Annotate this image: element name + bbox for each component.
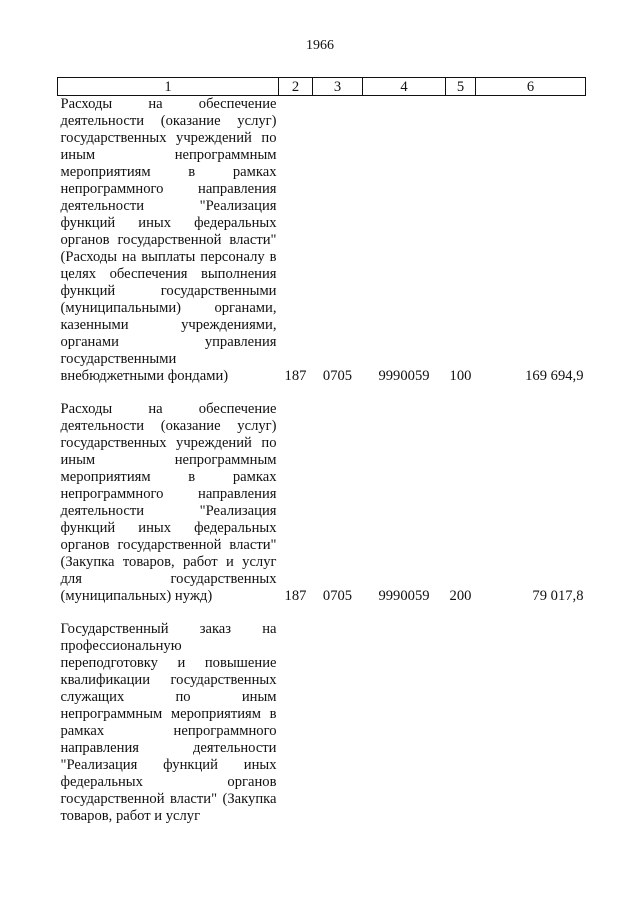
- column-header-2: 2: [279, 78, 313, 96]
- column-header-5: 5: [446, 78, 476, 96]
- row-expense-type-code: [446, 621, 476, 825]
- table-row: [58, 621, 586, 825]
- row-section-code: [313, 621, 363, 825]
- row-amount: [476, 621, 586, 825]
- budget-table: [57, 77, 586, 825]
- row-ministry-code: [279, 621, 313, 825]
- table-header-row: [58, 78, 586, 96]
- table-row: [58, 401, 586, 605]
- row-section-code: 0705: [322, 588, 353, 604]
- row-target-code: 9990059: [378, 588, 430, 604]
- column-header-6: 6: [476, 78, 586, 96]
- row-amount: 79 017,8: [532, 588, 584, 604]
- row-amount: 169 694,9: [525, 368, 584, 384]
- row-description: Расходы на обеспечение деятельности (оказание услуг) государственных учреждений по иным непрограммным мероприятиям в рамках непрограммного направления деятельности "Реализация функций иных федеральных органов государственной власти" (Закупка товаров, работ и услуг для государственных (муниципальных) нужд): [60, 401, 277, 604]
- row-section-code: 0705: [322, 368, 353, 384]
- column-header-4: 4: [363, 78, 446, 96]
- row-target-code: [363, 621, 446, 825]
- row-ministry-code: 187: [284, 368, 307, 384]
- row-ministry-code: 187: [284, 588, 307, 604]
- row-description: Государственный заказ на профессиональную переподготовку и повышение квалификации государственных служащих по иным непрограммным мероприятиям в рамках непрограммного направления деятельности "Реализация функций иных федеральных органов государственной власти" (Закупка товаров, работ и услуг: [60, 621, 277, 824]
- row-spacer: [58, 605, 586, 621]
- column-header-3: 3: [313, 78, 363, 96]
- row-expense-type-code: 200: [449, 588, 472, 604]
- page-number: 1966: [306, 38, 334, 53]
- row-spacer: [58, 385, 586, 401]
- row-description: Расходы на обеспечение деятельности (оказание услуг) государственных учреждений по иным непрограммным мероприятиям в рамках непрограммного направления деятельности "Реализация функций иных федеральных органов государственной власти" (Расходы на выплаты персоналу в целях обеспечения выполнения функций государственными (муниципальными) органами, казенными учреждениями, органами управления государственными внебюджетными фондами): [60, 96, 277, 384]
- row-target-code: 9990059: [378, 368, 430, 384]
- table-row: [58, 96, 586, 386]
- row-expense-type-code: 100: [449, 368, 472, 384]
- column-header-1: 1: [58, 78, 279, 96]
